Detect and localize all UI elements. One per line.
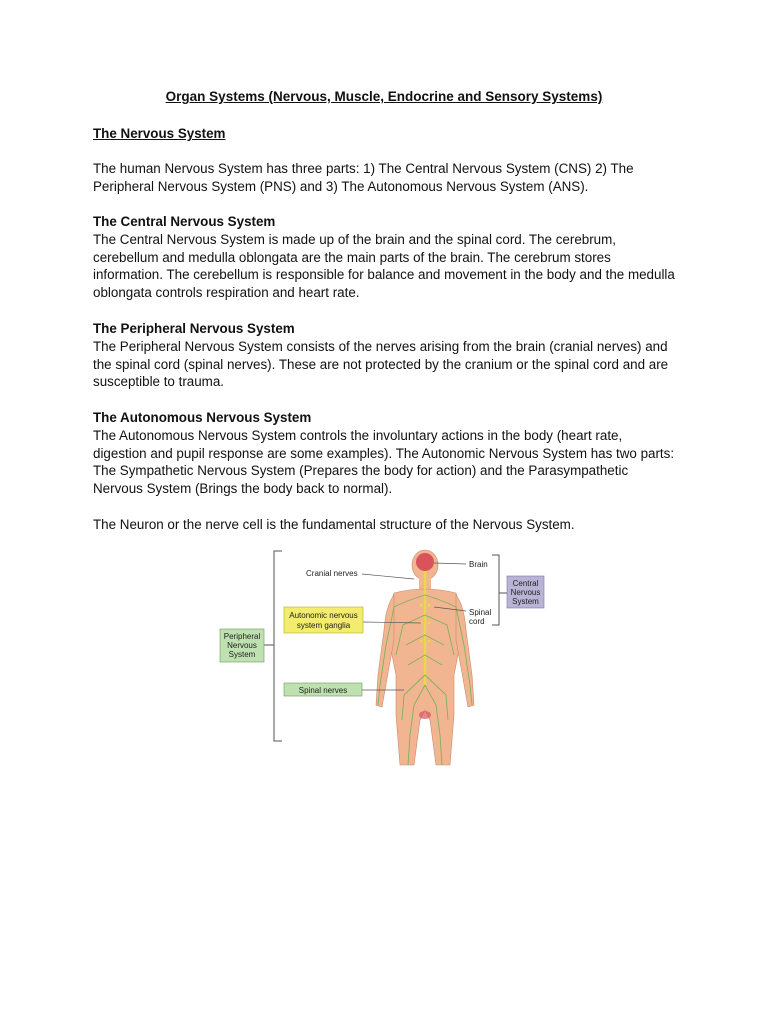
spinal-cord-label-line2: cord bbox=[469, 617, 485, 626]
pns-label-line3: System bbox=[228, 650, 256, 659]
pns-section bbox=[93, 320, 678, 391]
pns-label-line2: Nervous bbox=[227, 641, 257, 650]
cranial-nerves-label: Cranial nerves bbox=[306, 569, 358, 578]
cns-label-line1: Central bbox=[512, 579, 539, 588]
nervous-system-heading bbox=[93, 125, 678, 143]
pelvic-organ bbox=[419, 711, 431, 719]
nervous-system-diagram bbox=[218, 545, 550, 770]
ganglia-box bbox=[284, 607, 363, 633]
ganglia-label-line1: Autonomic nervous bbox=[289, 611, 358, 620]
ans-section bbox=[93, 409, 678, 498]
cns-paragraph: The Central Nervous System is made up of the brain and the spinal cord. The cerebrum, cerebellum and medulla oblongata are the main parts of the brain. The cerebrum stores information. The cerebellum is responsible for balance and movement in the body and the medulla oblongata controls respiration and heart rate. bbox=[93, 231, 675, 301]
ans-paragraph: The Autonomous Nervous System controls the involuntary actions in the body (heart rate, digestion and pupil response are some examples). The Autonomic Nervous System has two parts: The Sympathetic Nervous System (Prepares the body for action) and the Parasympathetic Nervous System (Brings the body back to normal). bbox=[93, 427, 675, 497]
neuron-paragraph: The Neuron or the nerve cell is the fundamental structure of the Nervous System. bbox=[93, 517, 575, 532]
ganglia-label-line2: system ganglia bbox=[296, 621, 351, 630]
spinal-nerves-box bbox=[284, 683, 362, 696]
brain-label: Brain bbox=[469, 560, 488, 569]
intro-paragraph: The human Nervous System has three parts: 1) The Central Nervous System (CNS) 2) The Peripheral Nervous System (PNS) and 3) The Autonomous Nervous System (ANS). bbox=[93, 161, 634, 194]
pns-bracket bbox=[274, 551, 282, 741]
cns-section bbox=[93, 213, 678, 302]
pns-paragraph: The Peripheral Nervous System consists of the nerves arising from the brain (cranial nerves) and the spinal cord (spinal nerves). These are not protected by the cranium or the spinal cord and are susceptible to trauma. bbox=[93, 338, 669, 390]
pns-heading: The Peripheral Nervous System bbox=[93, 321, 295, 336]
brain-shape bbox=[416, 553, 434, 571]
pns-box bbox=[220, 629, 264, 662]
pns-label-line1: Peripheral bbox=[223, 632, 261, 641]
cns-heading: The Central Nervous System bbox=[93, 214, 276, 229]
spinal-nerves-label: Spinal nerves bbox=[298, 686, 348, 695]
spinal-cord-label-line1: Spinal bbox=[469, 608, 492, 617]
cns-box bbox=[507, 576, 544, 608]
cns-label-line2: Nervous bbox=[510, 588, 541, 597]
cns-label-line3: System bbox=[512, 597, 539, 606]
ans-heading: The Autonomous Nervous System bbox=[93, 410, 312, 425]
cns-bracket bbox=[492, 555, 499, 625]
section-heading: The Nervous System bbox=[93, 126, 226, 141]
nervous-system-illustration bbox=[218, 545, 550, 770]
document-title: Organ Systems (Nervous, Muscle, Endocrine and Sensory Systems) bbox=[165, 89, 603, 104]
